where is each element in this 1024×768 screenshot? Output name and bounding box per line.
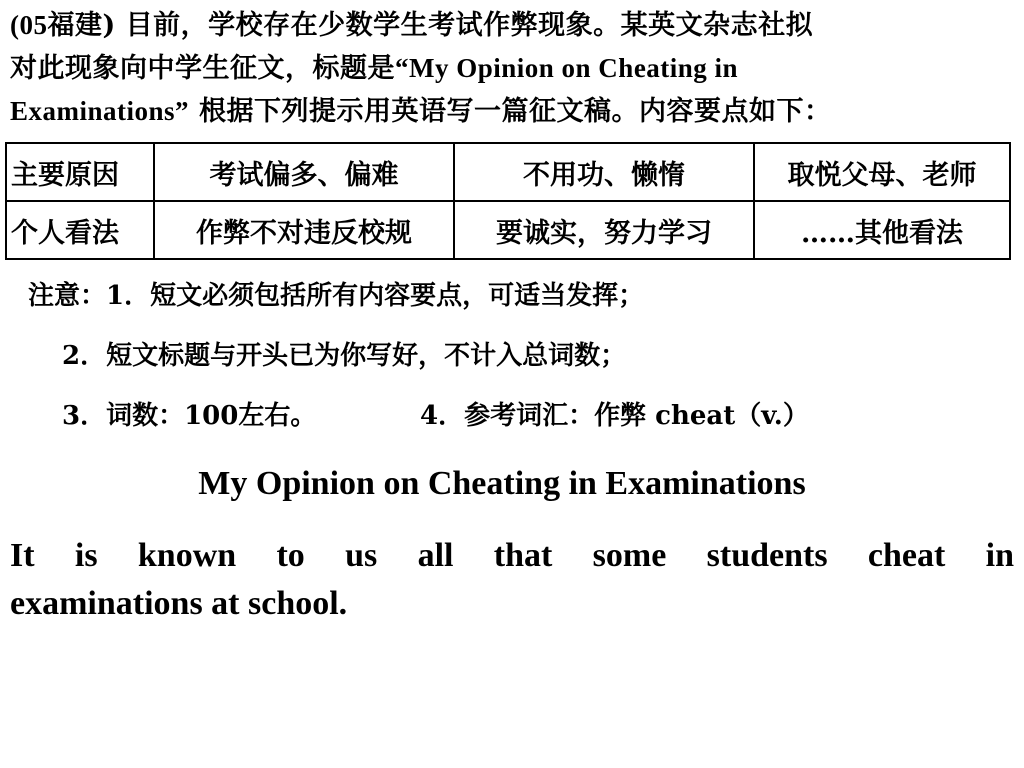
note-2: 2．短文标题与开头已为你写好，不计入总词数； [62,341,627,371]
table-cell: 取悦父母、老师 [754,143,1010,201]
table-cell: ……其他看法 [754,201,1010,259]
table-cell: 考试偏多、偏难 [154,143,454,201]
intro-line-3-text: 根据下列提示用英语写一篇征文稿。内容要点如下： [189,96,832,127]
note-1: 注意：1．短文必须包括所有内容要点，可适当发挥； [28,281,645,311]
table-cell: 作弊不对违反校规 [154,201,454,259]
row-header-reasons: 主要原因 [6,143,154,201]
quote-open: “ [395,53,409,83]
note-4: 4．参考词汇：作弊 cheat（v.） [420,401,809,431]
source-prefix: (05 [10,10,48,40]
intro-line-1 [10,4,1014,47]
table-cell: 不用功、懒惰 [454,143,754,201]
table-row [6,201,1010,259]
quote-close: ” [175,96,190,126]
table-row [6,143,1010,201]
source-province: 福建) [47,10,116,41]
content-points-table [5,142,1011,260]
essay-line-2: examinations at school. [10,585,348,622]
intro-title-part-2: Examinations [10,96,176,126]
intro-paragraph [10,4,1014,133]
intro-title-part-1: My Opinion on Cheating in [409,53,739,83]
intro-line-2-text: 对此现象向中学生征文，标题是 [10,53,395,84]
essay-title: My Opinion on Cheating in Examinations [198,465,806,502]
intro-line-2 [10,47,1014,90]
intro-line-1-text: 目前，学校存在少数学生考试作弊现象。某英文杂志社拟 [115,10,814,41]
essay-opening [10,532,1014,628]
table-cell: 要诚实，努力学习 [454,201,754,259]
note-3: 3．词数：100左右。 [62,401,317,431]
essay-line-1: It is known to us all that some students cheat in [10,537,1014,574]
intro-line-3 [10,90,1014,133]
row-header-opinions: 个人看法 [6,201,154,259]
